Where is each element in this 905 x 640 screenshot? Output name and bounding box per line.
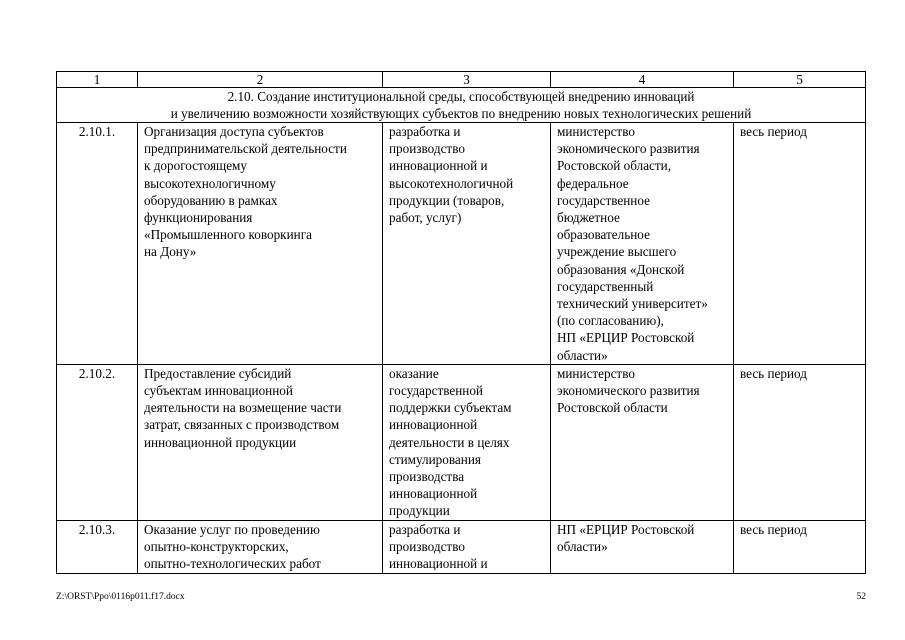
column-number: 4 [551,72,734,88]
item-number: 2.10.1. [57,123,138,365]
period-cell [734,520,866,573]
result-cell: разработка и производство инновационной и высокотехнологичной продукции (товаров, работ, услуг) [383,123,551,365]
table-row [57,364,866,520]
measure-cell [138,520,383,573]
column-number: 1 [57,72,138,88]
period-cell: весь период [734,123,866,365]
column-number: 3 [383,72,551,88]
result-cell: оказание государственной поддержки субъектам инновационной деятельности в целях стимулирования производства инновационной продукции [383,364,551,520]
executor-cell: министерство экономического развития Ростовской области, федеральное государственное бюджетное образовательное учреждение высшего образования «Донской государственный технический университет» (по согласованию), НП «ЕРЦИР Ростовской области» [551,123,734,365]
measure-text: Оказание услуг по проведению опытно-конструкторских, опытно-технологических работ [144,521,321,572]
item-number [57,520,138,573]
section-heading-row [57,88,866,123]
measure-cell: Предоставление субсидий субъектам инновационной деятельности на возмещение части затрат, связанных с производством инновационной продукции [138,364,383,520]
period-cell: весь период [734,364,866,520]
item-number: 2.10.2. [57,364,138,520]
result-text: разработка и производство инновационной и [389,521,488,572]
footer-page-number: 52 [856,592,866,602]
section-title-line: и увеличению возможности хозяйствующих субъектов по внедрению новых технологических решений [170,106,752,121]
column-number: 2 [138,72,383,88]
executor-text: НП «ЕРЦИР Ростовской области» [557,521,695,554]
result-cell [383,520,551,573]
table-row [57,123,866,365]
table-row [57,520,866,573]
executor-cell: министерство экономического развития Ростовской области [551,364,734,520]
section-title-line: 2.10. Создание институциональной среды, способствующей внедрению инноваций [227,89,695,104]
section-heading [57,88,866,123]
item-number-text: 2.10.3. [78,521,116,537]
column-number-row [57,72,866,88]
footer-file-path: Z:\ORST\Ppo\0116p011.f17.docx [56,592,185,602]
executor-cell [551,520,734,573]
measure-cell: Организация доступа субъектов предпринимательской деятельности к дорогостоящему высокотехнологичному оборудованию в рамках функционирования «Промышленного коворкинга на Дону» [138,123,383,365]
column-number: 5 [734,72,866,88]
measures-table [56,71,866,574]
period-text: весь период [740,521,807,537]
